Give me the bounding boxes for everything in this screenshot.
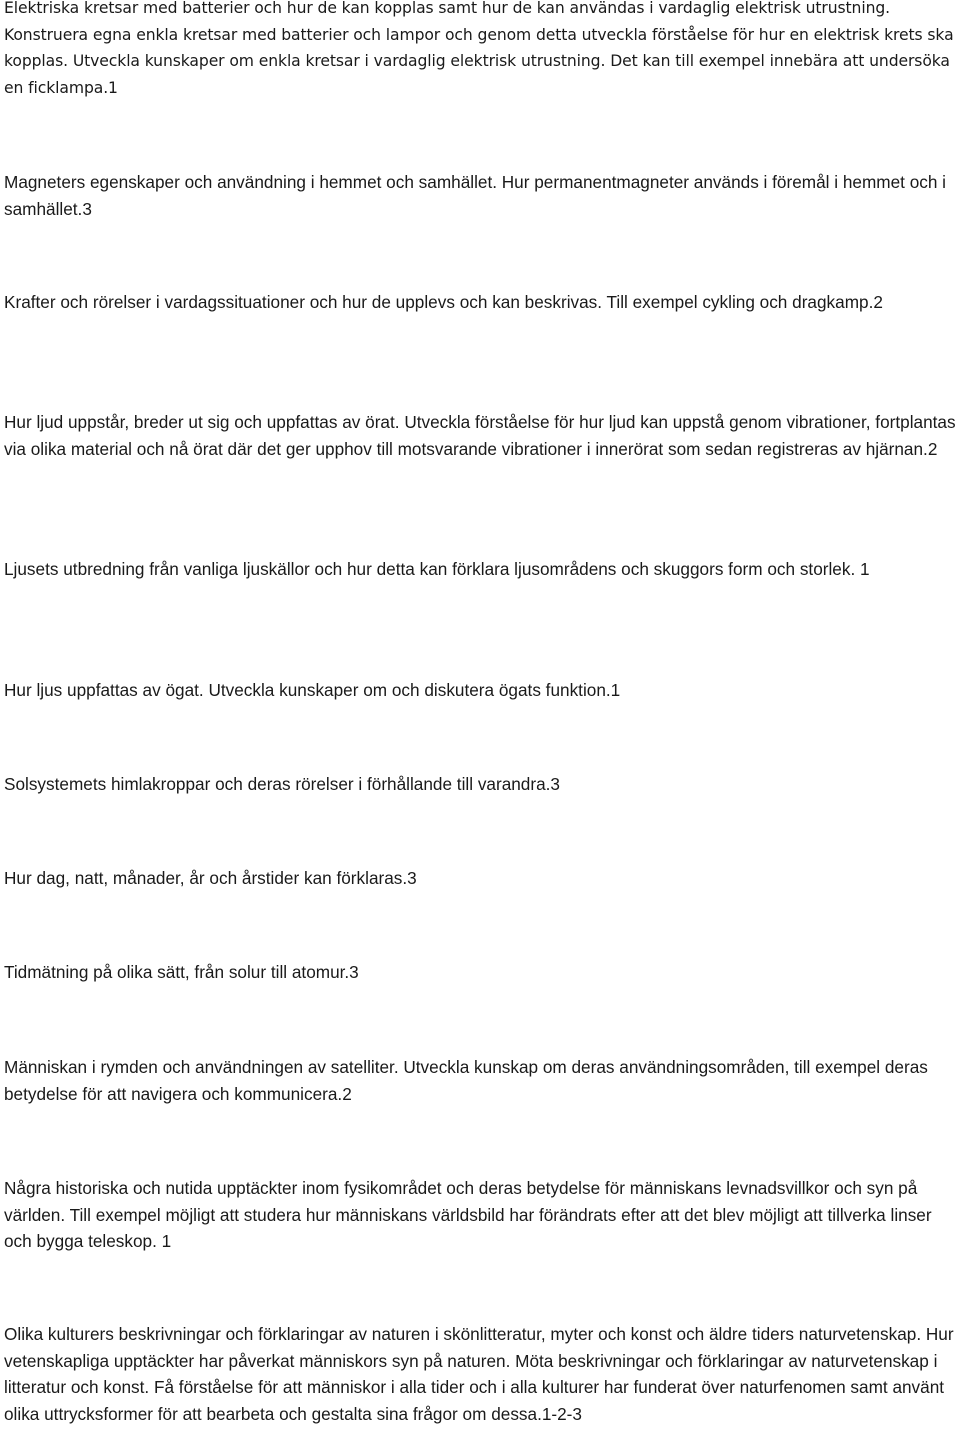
paragraph-light-propagation: Ljusets utbredning från vanliga ljuskällor och hur detta kan förklara ljusområdens och skuggors form och storlek. 1 (4, 559, 870, 579)
paragraph-sound: Hur ljud uppstår, breder ut sig och uppfattas av örat. Utveckla förståelse för hur ljud kan uppstå genom vibrationer, fortplantas via olika material och nå örat där det ger upphov till motsvarande vibrationer i innerörat som sedan registreras av hjärnan.2 (4, 412, 956, 459)
paragraph-eye: Hur ljus uppfattas av ögat. Utveckla kunskaper om och diskutera ögats funktion.1 (4, 680, 621, 700)
paragraph-day-night: Hur dag, natt, månader, år och årstider kan förklaras.3 (4, 868, 417, 888)
paragraph-time-measurement: Tidmätning på olika sätt, från solur till atomur.3 (4, 962, 359, 982)
paragraph-space-satellites: Människan i rymden och användningen av satelliter. Utveckla kunskap om deras användningsområden, till exempel deras betydelse för att navigera och kommunicera.2 (4, 1057, 928, 1104)
paragraph-historical-discoveries: Några historiska och nutida upptäckter inom fysikområdet och deras betydelse för människans levnadsvillkor och syn på världen. Till exempel möjligt att studera hur människans världsbild har förändrats efter att det blev möjligt att tillverka linser och bygga teleskop. 1 (4, 1178, 932, 1251)
paragraph-magnets: Magneters egenskaper och användning i hemmet och samhället. Hur permanentmagneter används i föremål i hemmet och i samhället.3 (4, 172, 946, 219)
paragraph-forces: Krafter och rörelser i vardagssituationer och hur de upplevs och kan beskrivas. Till exempel cykling och dragkamp.2 (4, 292, 883, 312)
paragraph-electric-circuits: Elektriska kretsar med batterier och hur de kan kopplas samt hur de kan användas i vardaglig elektrisk utrustning. Konstruera egna enkla kretsar med batterier och lampor och genom detta utveckla förståelse för hur en elektrisk krets ska kopplas. Utveckla kunskaper om enkla kretsar i vardaglig elektrisk utrustning. Det kan till exempel innebära att undersöka en ficklampa.1 (4, 0, 954, 97)
paragraph-cultures-nature: Olika kulturers beskrivningar och förklaringar av naturen i skönlitteratur, myter och konst och äldre tiders naturvetenskap. Hur vetenskapliga upptäckter har påverkat människors syn på naturen. Möta beskrivningar och förklaringar av naturvetenskap i litteratur och konst. Få förståelse för att människor i alla tider och i alla kulturer har funderat över naturfenomen samt använt olika uttrycksformer för att bearbeta och gestalta sina frågor om dessa.1-2-3 (4, 1324, 954, 1424)
paragraph-solar-system: Solsystemets himlakroppar och deras rörelser i förhållande till varandra.3 (4, 774, 560, 794)
